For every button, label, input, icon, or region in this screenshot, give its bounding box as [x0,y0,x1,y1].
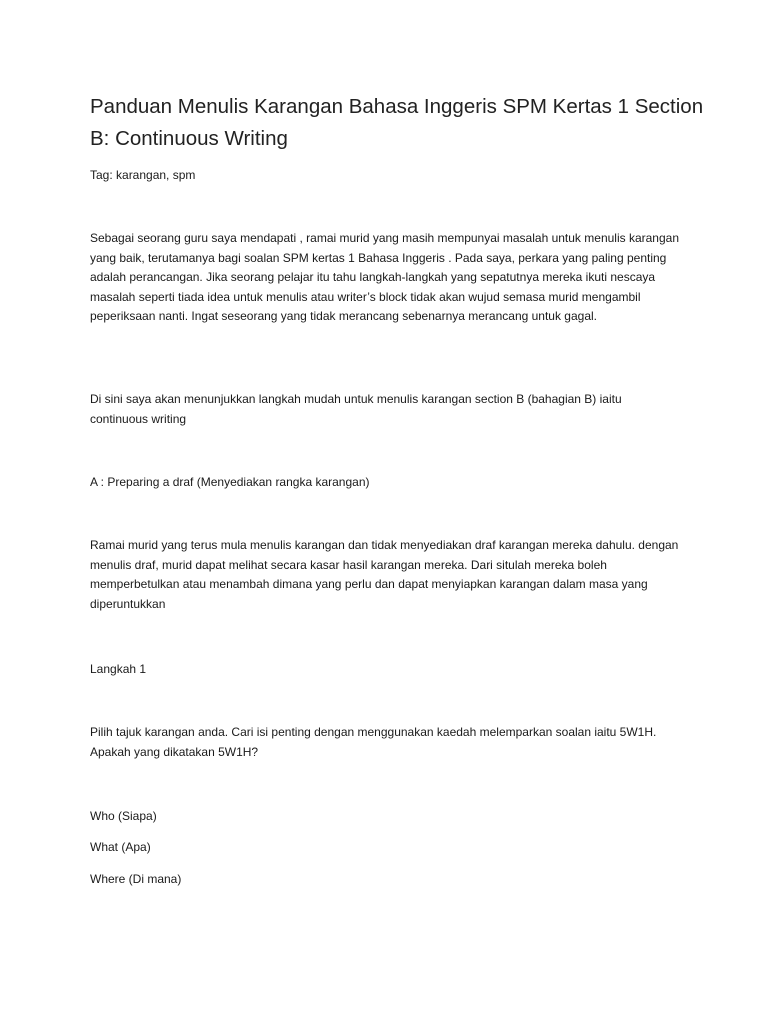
step-1-paragraph: Pilih tajuk karangan anda. Cari isi penting dengan menggunakan kaedah melemparkan soalan iaitu 5W1H. Apakah yang dikatakan 5W1H? [90,725,657,759]
tags-line: Tag: karangan, spm [90,168,196,182]
steps-intro-paragraph: Di sini saya akan menunjukkan langkah mudah untuk menulis karangan section B (bahagian B) iaitu continuous writing [90,392,622,426]
step-1-heading: Langkah 1 [90,662,147,676]
section-a-heading: A : Preparing a draf (Menyediakan rangka karangan) [90,475,370,489]
document-title: Panduan Menulis Karangan Bahasa Inggeris SPM Kertas 1 Section B: Continuous Writing [90,95,704,150]
intro-paragraph: Sebagai seorang guru saya mendapati , ramai murid yang masih mempunyai masalah untuk menulis karangan yang baik, terutamanya bagi soalan SPM kertas 1 Bahasa Inggeris . Pada saya, perkara yang paling penting adalah perancangan. Jika seorang pelajar itu tahu langkah-langkah yang sepatutnya mereka ikuti nescaya masalah seperti tiada idea untuk menulis atau writer’s block tidak akan wujud semasa murid mengambil peperiksaan nanti. Ingat seseorang yang tidak merancang sebenarnya merancang untuk gagal. [90,231,679,324]
question-item: Where (Di mana) [90,872,182,886]
question-item: What (Apa) [90,840,151,854]
question-item: Who (Siapa) [90,809,157,823]
draft-explanation-paragraph: Ramai murid yang terus mula menulis karangan dan tidak menyediakan draf karangan mereka dahulu. dengan menulis draf, murid dapat melihat secara kasar hasil karangan mereka. Dari situlah mereka boleh memperbetulkan atau menambah dimana yang perlu dan dapat menyiapkan karangan dalam masa yang diperuntukkan [90,538,679,611]
